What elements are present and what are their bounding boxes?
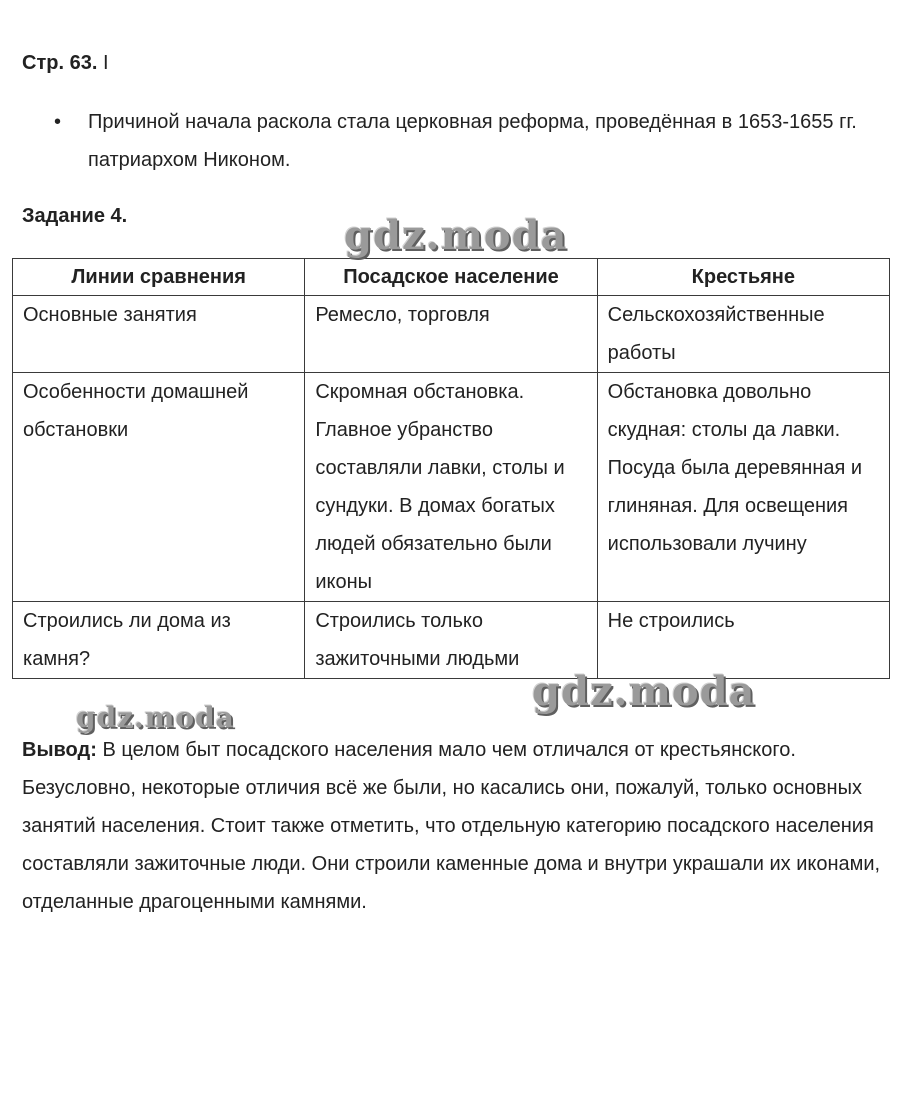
watermark-logo: gdz.moda xyxy=(76,701,235,734)
bullet-dot: • xyxy=(54,111,62,133)
conclusion-paragraph xyxy=(22,731,892,921)
bullet-text: Причиной начала раскола стала церковная реформа, проведённая в 1653-1655 гг. патриархом Никоном. xyxy=(88,111,857,171)
conclusion-text: В целом быт посадского населения мало чем отличался от крестьянского. Безусловно, некоторые отличия всё же были, но касались они, пожалуй, только основных занятий населения. Стоит также отметить, что отдельную категорию посадского населения составляли зажиточные люди. Они строили каменные дома и внутри украшали их иконами, отделанные драгоценными камнями. xyxy=(22,739,881,913)
conclusion-label: Вывод: xyxy=(22,739,97,761)
table-header-row xyxy=(13,259,890,296)
table-cell: Основные занятия xyxy=(13,296,305,373)
page-reference xyxy=(22,52,109,75)
table-row xyxy=(13,373,890,602)
table-cell: Сельскохозяйственные работы xyxy=(597,296,889,373)
table-cell: Особенности домашней обстановки xyxy=(13,373,305,602)
table-cell: Строились только зажиточными людьми xyxy=(305,602,597,679)
table-cell: Не строились xyxy=(597,602,889,679)
table-row xyxy=(13,296,890,373)
page-reference-mark: I xyxy=(102,52,109,74)
comparison-table xyxy=(12,258,890,679)
page-reference-label: Стр. 63. xyxy=(22,52,98,74)
watermark-logo: gdz.moda xyxy=(532,668,756,715)
table-cell: Строились ли дома из камня? xyxy=(13,602,305,679)
table-cell: Ремесло, торговля xyxy=(305,296,597,373)
bullet-item xyxy=(54,103,874,179)
table-cell: Обстановка довольно скудная: столы да лавки. Посуда была деревянная и глиняная. Для освещения использовали лучину xyxy=(597,373,889,602)
table-header-cell: Крестьяне xyxy=(597,259,889,296)
table-cell: Скромная обстановка. Главное убранство составляли лавки, столы и сундуки. В домах богатых людей обязательно были иконы xyxy=(305,373,597,602)
task-heading: Задание 4. xyxy=(22,205,128,227)
table-row xyxy=(13,602,890,679)
table-header-cell: Посадское население xyxy=(305,259,597,296)
table-header-cell: Линии сравнения xyxy=(13,259,305,296)
watermark-logo: gdz.moda xyxy=(344,212,568,259)
